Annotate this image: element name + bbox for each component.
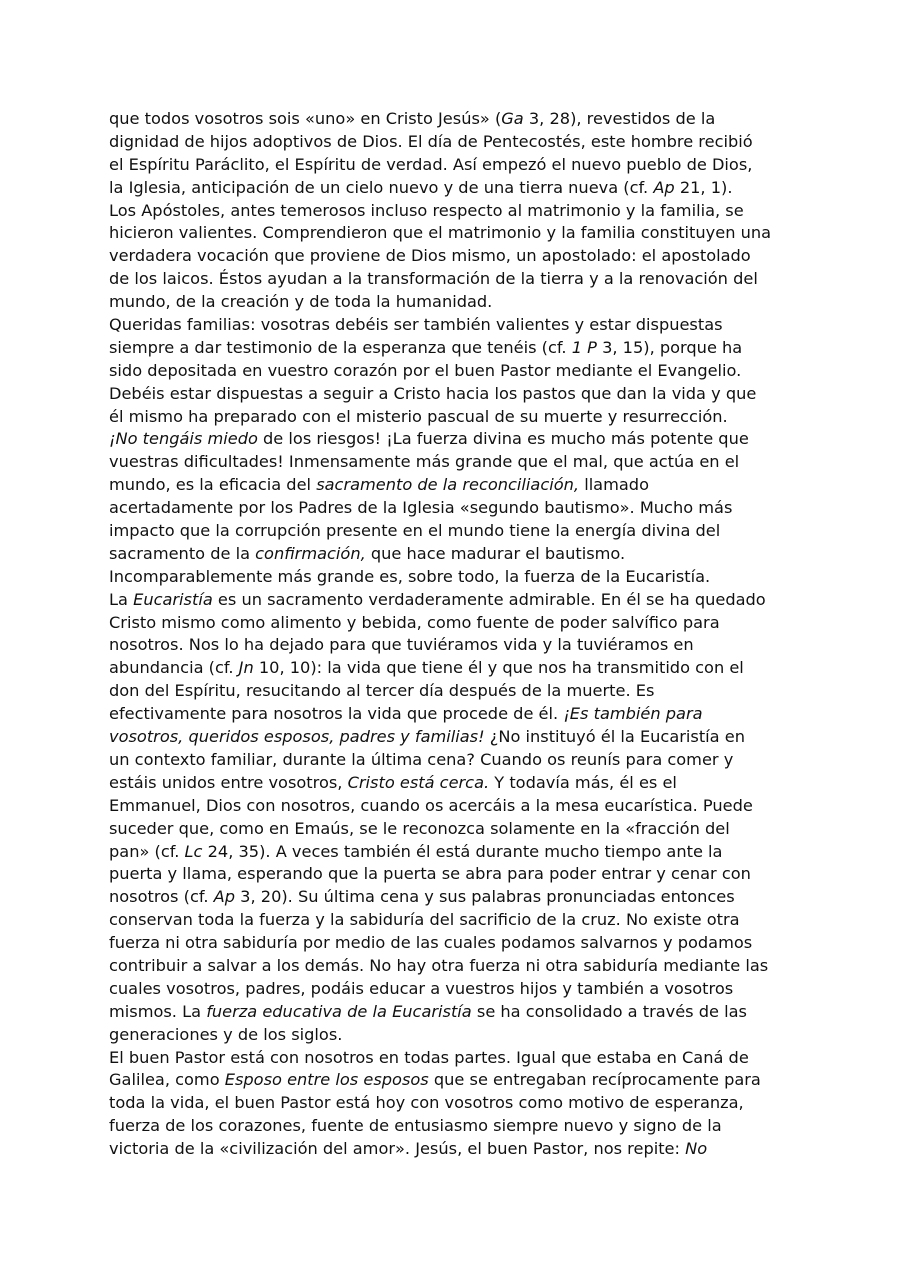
italic-text-segment: Eucaristía (133, 589, 213, 609)
italic-text-segment: vosotros, queridos esposos, padres y familias! (109, 727, 485, 747)
text-segment: suceder que, como en Emaús, se le reconozca solamente en la «fracción del (109, 818, 730, 838)
text-segment: conservan toda la fuerza y la sabiduría del sacrificio de la cruz. No existe otra (109, 910, 740, 930)
text-line (109, 497, 809, 520)
text-line (109, 703, 809, 726)
text-line (109, 520, 809, 543)
text-line (109, 474, 809, 497)
text-segment: el Espíritu Paráclito, el Espíritu de verdad. Así empezó el nuevo pueblo de Dios, (109, 154, 753, 174)
text-segment: mundo, de la creación y de toda la humanidad. (109, 292, 493, 312)
text-segment: se ha consolidado a través de las (471, 1001, 747, 1021)
text-line (109, 337, 809, 360)
text-line (109, 1138, 809, 1161)
italic-text-segment: Ap (653, 177, 675, 197)
text-line (109, 566, 809, 589)
text-segment: fuerza de los corazones, fuente de entusiasmo siempre nuevo y signo de la (109, 1116, 722, 1136)
text-segment: 3, 20). Su última cena y sus palabras pronunciadas entonces (235, 887, 735, 907)
text-line (109, 360, 809, 383)
italic-text-segment: Ap (213, 887, 236, 907)
text-segment: llamado (579, 475, 649, 495)
text-line (109, 589, 809, 612)
text-line (109, 268, 809, 291)
text-segment: nosotros. Nos lo ha dejado para que tuviéramos vida y la tuviéramos en (109, 635, 694, 655)
text-line (109, 886, 809, 909)
text-line (109, 749, 809, 772)
italic-text-segment: confirmación, (255, 543, 366, 563)
text-line (109, 177, 809, 200)
text-segment: nosotros (cf. (109, 887, 214, 907)
text-segment: sido depositada en vuestro corazón por el buen Pastor mediante el Evangelio. (109, 360, 742, 380)
text-segment: abundancia (cf. (109, 658, 239, 678)
text-segment: 3, 15), porque ha (596, 337, 743, 357)
text-line (109, 245, 809, 268)
text-segment: puerta y llama, esperando que la puerta se abra para poder entrar y cenar con (109, 864, 751, 884)
text-line (109, 955, 809, 978)
text-line (109, 932, 809, 955)
italic-text-segment: ¡No tengáis miedo (109, 429, 258, 449)
text-segment: dignidad de hijos adoptivos de Dios. El día de Pentecostés, este hombre recibió (109, 131, 753, 151)
text-segment: que se entregaban recíprocamente para (428, 1070, 761, 1090)
italic-text-segment: No (685, 1139, 708, 1159)
text-segment: 3, 28), revestidos de la (523, 109, 716, 128)
text-line (109, 451, 809, 474)
text-line (109, 1001, 809, 1024)
text-segment: siempre a dar testimonio de la esperanza que tenéis (cf. (109, 337, 572, 357)
text-line (109, 108, 809, 131)
italic-text-segment: 1 P (571, 337, 597, 357)
text-line (109, 1069, 809, 1092)
text-segment: acertadamente por los Padres de la Iglesia «segundo bautismo». Mucho más (109, 498, 733, 518)
text-segment: de los laicos. Éstos ayudan a la transformación de la tierra y a la renovación del (109, 269, 758, 289)
italic-text-segment: Esposo entre los esposos (224, 1070, 429, 1090)
italic-text-segment: ¡Es también para (563, 704, 703, 724)
text-line (109, 863, 809, 886)
text-segment: victoria de la «civilización del amor». Jesús, el buen Pastor, nos repite: (109, 1139, 686, 1159)
text-line (109, 909, 809, 932)
text-segment: Emmanuel, Dios con nosotros, cuando os acercáis a la mesa eucarística. Puede (109, 795, 753, 815)
text-line (109, 131, 809, 154)
text-segment: impacto que la corrupción presente en el mundo tiene la energía divina del (109, 521, 721, 541)
text-segment: mismos. La (109, 1001, 207, 1021)
body-text (109, 108, 809, 1161)
text-segment: un contexto familiar, durante la última cena? Cuando os reunís para comer y (109, 749, 734, 769)
text-line (109, 841, 809, 864)
italic-text-segment: Ga (501, 109, 524, 128)
text-segment: El buen Pastor está con nosotros en todas partes. Igual que estaba en Caná de (109, 1047, 749, 1067)
text-segment: de los riesgos! ¡La fuerza divina es mucho más potente que (257, 429, 749, 449)
text-line (109, 657, 809, 680)
text-line (109, 200, 809, 223)
text-segment: Cristo mismo como alimento y bebida, como fuente de poder salvífico para (109, 612, 720, 632)
text-segment: Queridas familias: vosotras debéis ser también valientes y estar dispuestas (109, 315, 723, 335)
text-segment: Y todavía más, él es el (489, 772, 677, 792)
text-segment: 10, 10): la vida que tiene él y que nos ha transmitido con el (253, 658, 744, 678)
italic-text-segment: sacramento de la reconciliación, (316, 475, 580, 495)
text-line (109, 154, 809, 177)
text-line (109, 222, 809, 245)
text-line (109, 978, 809, 1001)
text-line (109, 680, 809, 703)
text-line (109, 818, 809, 841)
text-line (109, 383, 809, 406)
text-line (109, 1047, 809, 1070)
text-segment: estáis unidos entre vosotros, (109, 772, 348, 792)
text-line (109, 726, 809, 749)
text-line (109, 1024, 809, 1047)
text-segment: toda la vida, el buen Pastor está hoy con vosotros como motivo de esperanza, (109, 1093, 744, 1113)
text-segment: don del Espíritu, resucitando al tercer día después de la muerte. Es (109, 681, 655, 701)
text-segment: cuales vosotros, padres, podáis educar a vuestros hijos y también a vosotros (109, 978, 734, 998)
italic-text-segment: Jn (238, 658, 254, 678)
text-segment: Los Apóstoles, antes temerosos incluso respecto al matrimonio y la familia, se (109, 200, 744, 220)
text-segment: Debéis estar dispuestas a seguir a Cristo hacia los pastos que dan la vida y que (109, 383, 757, 403)
text-segment: 24, 35). A veces también él está durante mucho tiempo ante la (202, 841, 723, 861)
text-segment: La (109, 589, 134, 609)
text-line (109, 1115, 809, 1138)
text-segment: mundo, es la eficacia del (109, 475, 317, 495)
text-segment: pan» (cf. (109, 841, 185, 861)
text-segment: Incomparablemente más grande es, sobre todo, la fuerza de la Eucaristía. (109, 566, 711, 586)
text-segment: efectivamente para nosotros la vida que procede de él. (109, 704, 564, 724)
text-segment: que todos vosotros sois «uno» en Cristo Jesús» ( (109, 109, 502, 128)
text-line (109, 612, 809, 635)
text-line (109, 795, 809, 818)
text-line (109, 1092, 809, 1115)
text-segment: contribuir a salvar a los demás. No hay otra fuerza ni otra sabiduría mediante las (109, 955, 769, 975)
text-segment: generaciones y de los siglos. (109, 1024, 343, 1044)
text-line (109, 543, 809, 566)
text-line (109, 428, 809, 451)
text-line (109, 314, 809, 337)
text-line (109, 772, 809, 795)
text-segment: fuerza ni otra sabiduría por medio de las cuales podamos salvarnos y podamos (109, 933, 753, 953)
text-segment: él mismo ha preparado con el misterio pascual de su muerte y resurrección. (109, 406, 728, 426)
text-segment: 21, 1). (674, 177, 733, 197)
italic-text-segment: fuerza educativa de la Eucaristía (206, 1001, 472, 1021)
text-segment: Galilea, como (109, 1070, 225, 1090)
text-line (109, 634, 809, 657)
text-segment: es un sacramento verdaderamente admirable. En él se ha quedado (212, 589, 766, 609)
text-line (109, 406, 809, 429)
text-segment: vuestras dificultades! Inmensamente más grande que el mal, que actúa en el (109, 452, 740, 472)
text-segment: la Iglesia, anticipación de un cielo nuevo y de una tierra nueva (cf. (109, 177, 654, 197)
text-segment: que hace madurar el bautismo. (365, 543, 626, 563)
text-segment: verdadera vocación que proviene de Dios mismo, un apostolado: el apostolado (109, 246, 751, 266)
text-segment: ¿No instituyó él la Eucaristía en (484, 727, 745, 747)
text-segment: sacramento de la (109, 543, 256, 563)
italic-text-segment: Cristo está cerca. (347, 772, 490, 792)
italic-text-segment: Lc (184, 841, 203, 861)
text-segment: hicieron valientes. Comprendieron que el matrimonio y la familia constituyen una (109, 223, 772, 243)
text-line (109, 291, 809, 314)
